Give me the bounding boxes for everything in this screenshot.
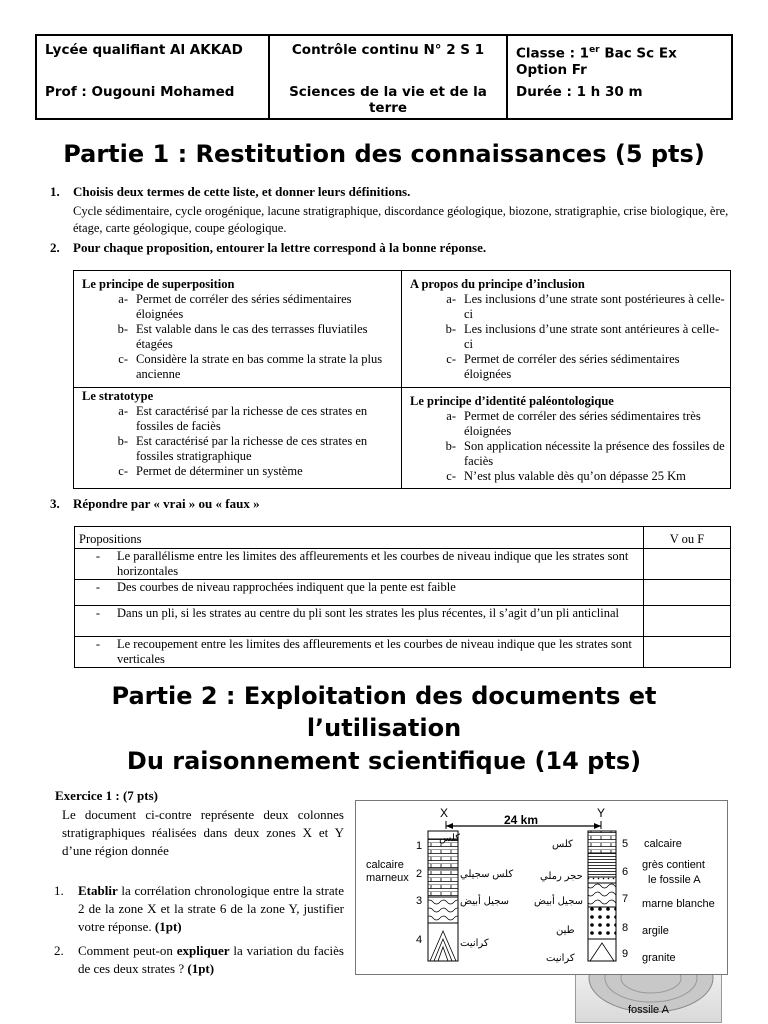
qcm-cell-superposition bbox=[74, 271, 402, 387]
duration-label: Durée : 1 h 30 m bbox=[516, 84, 643, 100]
exercise-q2: 2. Comment peut-on expliquer la variation du faciès de ces deux strates ? (1pt) bbox=[54, 943, 344, 976]
header-exam-col bbox=[270, 36, 508, 118]
table-row bbox=[75, 606, 731, 637]
qcm-option[interactable]: b- Est valable dans le cas des terrasses fluviatiles étagées bbox=[117, 322, 368, 351]
qcm-cell-stratotype bbox=[74, 388, 402, 488]
y-arabic-label: كرانيت bbox=[546, 953, 575, 964]
column-y bbox=[588, 831, 616, 961]
table-row bbox=[75, 549, 731, 580]
column-y-label: Y bbox=[597, 806, 606, 820]
y-label-marne: marne blanche bbox=[642, 898, 715, 910]
y-strata-number: 6 bbox=[622, 866, 629, 878]
vf-proposition: - Le recoupement entre les limites des affleurements et les courbes de niveau indique que les strates sont verticales bbox=[75, 637, 644, 668]
q1-terms: Cycle sédimentaire, cycle orogénique, lacune stratigraphique, discordance géologique, biozone, stratigraphie, crise biologique, ère, étage, carte géologique, coupe géologique. bbox=[73, 204, 729, 235]
vf-answer-cell[interactable] bbox=[644, 549, 731, 580]
vf-proposition: - Des courbes de niveau rapprochées indiquent que la pente est faible bbox=[75, 580, 644, 606]
x-strata-number: 3 bbox=[416, 895, 423, 907]
part2-title-line3: Du raisonnement scientifique (14 pts) bbox=[126, 747, 642, 775]
qcm-option[interactable]: a- Est caractérisé par la richesse de ces strates en fossiles de faciès bbox=[118, 404, 368, 433]
x-strata-number: 4 bbox=[416, 934, 423, 946]
exercise-title: Exercice 1 : (7 pts) bbox=[55, 788, 159, 803]
qcm-option[interactable]: c- Permet de corréler des séries sédimentaires éloignées bbox=[446, 352, 680, 381]
table-row bbox=[75, 527, 731, 549]
y-label-fossile: le fossile A bbox=[648, 874, 701, 886]
x-arabic-label: كرانيت bbox=[460, 938, 489, 949]
vf-answer-cell[interactable] bbox=[644, 606, 731, 637]
table-row bbox=[75, 637, 731, 668]
qcm-title: Le stratotype bbox=[82, 389, 154, 403]
vf-answer-cell[interactable] bbox=[644, 580, 731, 606]
header-school-col bbox=[37, 36, 270, 118]
vf-header-prop: Propositions bbox=[75, 527, 644, 549]
exam-name: Contrôle continu N° 2 S 1 bbox=[291, 42, 485, 58]
qcm-title: A propos du principe d’inclusion bbox=[410, 277, 585, 291]
left-label-line2: marneux bbox=[366, 872, 409, 884]
y-strata-number: 5 bbox=[622, 838, 629, 850]
school-name: Lycée qualifiant Al AKKAD bbox=[45, 42, 243, 58]
qcm-cell-inclusion bbox=[402, 271, 730, 387]
y-strata-number: 8 bbox=[622, 922, 629, 934]
y-strata-number: 7 bbox=[622, 893, 629, 905]
part2-title-line1: Partie 2 : Exploitation des documents et bbox=[111, 682, 657, 710]
subject-name: Sciences de la vie et de la terre bbox=[289, 84, 487, 116]
qcm-option[interactable]: b- Est caractérisé par la richesse de ces strates en fossiles stratigraphique bbox=[117, 434, 368, 463]
x-strata-number: 1 bbox=[416, 840, 423, 852]
stratigraphic-columns-svg bbox=[356, 801, 727, 974]
qcm-row bbox=[74, 271, 730, 388]
column-x bbox=[428, 831, 458, 961]
qcm-option[interactable]: a- Permet de corréler des séries sédimentaires éloignées bbox=[118, 292, 352, 321]
qcm-title: Le principe de superposition bbox=[82, 277, 235, 291]
vf-header-vf: V ou F bbox=[644, 527, 731, 549]
x-arabic-label: سجيل أبيض bbox=[460, 896, 510, 907]
true-false-table bbox=[74, 526, 731, 668]
q3-text: Répondre par « vrai » ou « faux » bbox=[73, 496, 260, 511]
qcm-option[interactable]: a- Les inclusions d’une strate sont postérieures à celle-ci bbox=[446, 292, 725, 321]
class-label: Classe : 1er Bac Sc Ex bbox=[516, 45, 677, 62]
qcm-option[interactable]: c- N’est plus valable dès qu’on dépasse 25 Km bbox=[446, 469, 686, 483]
y-label-granite: granite bbox=[642, 952, 676, 964]
qcm-title: Le principe d’identité paléontologique bbox=[410, 394, 614, 408]
y-arabic-label: حجر رملي bbox=[540, 871, 583, 882]
option-label: Option Fr bbox=[516, 61, 587, 78]
vf-proposition: - Dans un pli, si les strates au centre du pli sont les strates les plus récentes, il s’agit d’un pli anticlinal bbox=[75, 606, 644, 637]
exercise-intro: Le document ci-contre représente deux colonnes stratigraphiques réalisées dans deux zones X et Y d’une région donnée bbox=[62, 807, 344, 858]
qcm-table bbox=[73, 270, 731, 489]
qcm-option[interactable]: b- Son application nécessite la présence des fossiles de faciès bbox=[445, 439, 725, 468]
q3-number: 3. bbox=[50, 496, 60, 511]
table-row bbox=[75, 580, 731, 606]
y-strata-number: 9 bbox=[622, 948, 629, 960]
x-arabic-label: كلس bbox=[439, 833, 460, 844]
qcm-option[interactable]: a- Permet de corréler des séries sédimentaires très éloignées bbox=[446, 409, 701, 438]
teacher-name: Prof : Ougouni Mohamed bbox=[45, 84, 235, 100]
vf-answer-cell[interactable] bbox=[644, 637, 731, 668]
part2-title-line2: l’utilisation bbox=[306, 714, 462, 742]
qcm-option[interactable]: c- Permet de déterminer un système bbox=[118, 464, 303, 478]
y-label-gres: grès contient bbox=[642, 859, 705, 871]
fossil-caption: fossile A bbox=[628, 1004, 669, 1016]
qcm-cell-identite bbox=[402, 388, 730, 488]
part1-title: Partie 1 : Restitution des connaissances (5 pts) bbox=[63, 140, 705, 168]
q1-number: 1. bbox=[50, 184, 60, 199]
column-x-label: X bbox=[440, 806, 449, 820]
q2-number: 2. bbox=[50, 240, 60, 255]
y-label-argile: argile bbox=[642, 925, 669, 937]
vf-proposition: - Le parallélisme entre les limites des affleurements et les courbes de niveau indique que les strates sont horizontales bbox=[75, 549, 644, 580]
stratigraphic-figure bbox=[355, 800, 728, 975]
exam-header bbox=[35, 34, 733, 120]
x-strata-number: 2 bbox=[416, 868, 423, 880]
left-label-line1: calcaire bbox=[366, 859, 404, 871]
header-class-col bbox=[508, 36, 731, 118]
qcm-option[interactable]: c- Considère la strate en bas comme la strate la plus ancienne bbox=[118, 352, 383, 381]
q2-text: Pour chaque proposition, entourer la lettre correspond à la bonne réponse. bbox=[73, 240, 487, 255]
qcm-option[interactable]: b- Les inclusions d’une strate sont antérieures à celle-ci bbox=[445, 322, 720, 351]
qcm-row bbox=[74, 388, 730, 488]
distance-label: 24 km bbox=[504, 813, 539, 827]
y-arabic-label: كلس bbox=[552, 839, 573, 850]
y-arabic-label: سجيل أبيض bbox=[534, 896, 584, 907]
y-arabic-label: طين bbox=[556, 925, 575, 936]
exercise-q1: 1. Etablir la corrélation chronologique entre la strate 2 de la zone X et la strate 6 de la zone Y, justifier votre réponse. (1pt) bbox=[54, 883, 344, 934]
x-arabic-label: كلس سجيلي bbox=[460, 869, 514, 880]
y-label-calcaire: calcaire bbox=[644, 838, 682, 850]
q1-text: Choisis deux termes de cette liste, et donner leurs définitions. bbox=[73, 184, 411, 199]
